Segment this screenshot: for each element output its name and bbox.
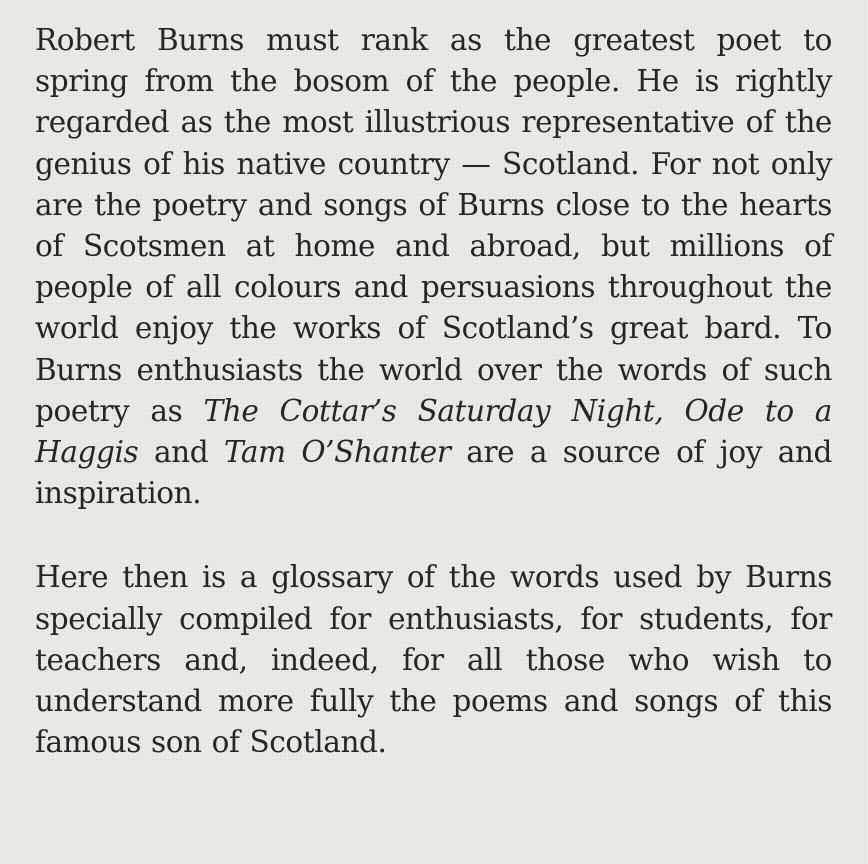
poem-title-ode-to-a-haggis: Ode to a Haggis xyxy=(35,393,832,470)
intro-text-end: are a source of joy and inspiration. xyxy=(35,435,832,511)
intro-paragraph xyxy=(35,20,832,514)
title-separator xyxy=(663,394,684,428)
poem-title-cottars-saturday-night: The Cottar’s Saturday Night, xyxy=(203,393,664,428)
poem-title-tam-oshanter: Tam O’Shanter xyxy=(223,435,451,470)
glossary-paragraph: Here then is a glossary of the words used by Burns specially compiled for enthusiasts, for students, for teachers and, indeed, for all those who wish to understand more fully the poems and songs of this famous son of Scotland. xyxy=(35,560,832,760)
document-page xyxy=(35,20,832,763)
title-conjunction: and xyxy=(138,435,224,470)
intro-text: Robert Burns must rank as the greatest poet to spring from the bosom of the people. He is rightly regarded as the most illustrious representative of the genius of his native country — Scotland. For not only are the poetry and songs of Burns close to the hearts of Scotsmen at home and abroad, but millions of people of all colours and persuasions throughout the world enjoy the works of Scotland’s great bard. To Burns enthusiasts the world over the words of such poetry as xyxy=(35,23,832,428)
